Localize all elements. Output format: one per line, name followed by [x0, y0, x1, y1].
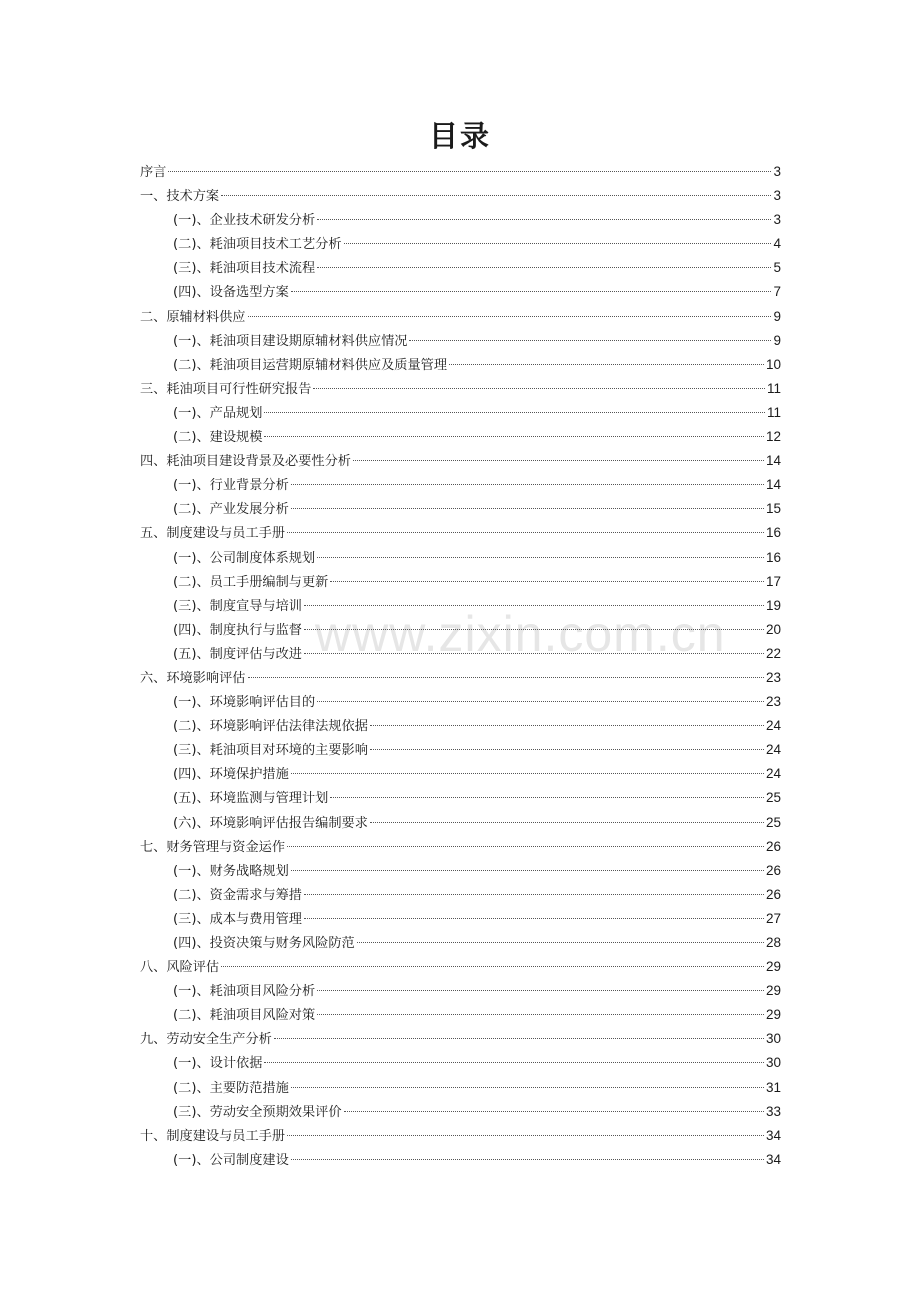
toc-subsection-entry[interactable]	[140, 401, 781, 425]
toc-dot-leader	[291, 773, 764, 774]
toc-dot-leader	[291, 1159, 764, 1160]
toc-section-entry[interactable]	[140, 377, 781, 401]
toc-subsection-entry[interactable]	[140, 883, 781, 907]
toc-page-number: 33	[765, 1103, 781, 1119]
toc-page-number: 20	[765, 621, 781, 637]
toc-entry-label: (二)、建设规模	[173, 430, 263, 446]
toc-subsection-entry[interactable]	[140, 353, 781, 377]
toc-subsection-entry[interactable]	[140, 931, 781, 955]
toc-page-number: 10	[765, 356, 781, 372]
toc-subsection-entry[interactable]	[140, 859, 781, 883]
toc-subsection-entry[interactable]	[140, 642, 781, 666]
toc-page-number: 28	[765, 935, 781, 950]
toc-subsection-entry[interactable]	[140, 714, 781, 738]
toc-subsection-entry[interactable]	[140, 786, 781, 810]
toc-dot-leader	[353, 460, 764, 461]
toc-dot-leader	[370, 749, 764, 750]
toc-section-entry[interactable]	[140, 1124, 781, 1148]
toc-subsection-entry[interactable]	[140, 762, 781, 786]
toc-page-number: 7	[773, 284, 781, 300]
toc-entry-label: 八、风险评估	[140, 960, 220, 976]
toc-page-number: 3	[773, 212, 781, 228]
toc-section-entry[interactable]	[140, 521, 781, 545]
toc-dot-leader	[287, 1135, 764, 1136]
toc-page-number: 11	[766, 404, 781, 420]
toc-page-number: 16	[765, 549, 781, 565]
toc-entry-label: 三、耗油项目可行性研究报告	[140, 381, 312, 397]
toc-subsection-entry[interactable]	[140, 473, 781, 497]
toc-dot-leader	[317, 267, 771, 268]
toc-subsection-entry[interactable]	[140, 232, 781, 256]
watermark: www.zixin.com.cn	[315, 606, 726, 662]
toc-section-entry[interactable]	[140, 449, 781, 473]
page-title: 目录	[428, 119, 491, 153]
toc-entry-label: (三)、成本与费用管理	[173, 911, 302, 927]
toc-page-number: 34	[765, 1127, 781, 1143]
toc-dot-leader	[168, 171, 771, 172]
toc-subsection-entry[interactable]	[140, 1148, 781, 1172]
toc-entry-label: (二)、耗油项目技术工艺分析	[173, 237, 342, 253]
toc-page-number: 9	[773, 332, 781, 348]
toc-page-number: 30	[765, 1055, 781, 1071]
toc-dot-leader	[291, 508, 764, 509]
toc-dot-leader	[248, 677, 764, 678]
toc-subsection-entry[interactable]	[140, 1100, 781, 1124]
toc-entry-label: (四)、设备选型方案	[173, 285, 289, 301]
toc-page-number: 12	[765, 429, 781, 445]
toc-entry-label: (一)、产品规划	[173, 405, 263, 421]
toc-dot-leader	[317, 1014, 764, 1015]
toc-entry-label: (一)、公司制度体系规划	[173, 550, 316, 566]
toc-entry-label: (一)、耗油项目建设期原辅材料供应情况	[173, 333, 408, 349]
toc-entry-label: 六、环境影响评估	[140, 670, 246, 686]
toc-entry-label: (四)、环境保护措施	[173, 767, 289, 783]
toc-entry-label: (一)、行业背景分析	[173, 478, 289, 494]
toc-page-number: 16	[765, 525, 781, 541]
toc-dot-leader	[357, 942, 764, 943]
toc-entry-label: (四)、制度执行与监督	[173, 622, 302, 638]
toc-dot-leader	[330, 581, 764, 582]
toc-entry-label: (一)、环境影响评估目的	[173, 695, 316, 711]
toc-section-entry[interactable]	[140, 160, 781, 184]
toc-page-number: 26	[765, 862, 781, 878]
toc-page-number: 27	[765, 910, 781, 926]
toc-entry-label: (五)、制度评估与改进	[173, 646, 302, 662]
toc-dot-leader	[317, 219, 771, 220]
toc-section-entry[interactable]	[140, 835, 781, 859]
toc-entry-label: 序言	[140, 165, 167, 180]
toc-dot-leader	[264, 436, 764, 437]
toc-dot-leader	[264, 1062, 764, 1063]
toc-subsection-entry[interactable]	[140, 1076, 781, 1100]
toc-dot-leader	[304, 653, 764, 654]
toc-entry-label: (二)、耗油项目风险对策	[173, 1008, 316, 1024]
toc-subsection-entry[interactable]	[140, 570, 781, 594]
toc-subsection-entry[interactable]	[140, 208, 781, 232]
toc-dot-leader	[291, 291, 772, 292]
toc-section-entry[interactable]	[140, 184, 781, 208]
toc-subsection-entry[interactable]	[140, 979, 781, 1003]
toc-dot-leader	[370, 822, 764, 823]
toc-dot-leader	[221, 195, 771, 196]
toc-entry-label: 四、耗油项目建设背景及必要性分析	[140, 454, 351, 470]
toc-dot-leader	[344, 1111, 764, 1112]
toc-page-number: 25	[765, 814, 781, 830]
toc-page-number: 24	[765, 718, 781, 734]
toc-page-number: 17	[765, 573, 781, 589]
toc-section-entry[interactable]	[140, 305, 781, 329]
toc-entry-label: 七、财务管理与资金运作	[140, 839, 286, 855]
toc-page-number: 29	[765, 959, 781, 975]
toc-dot-leader	[287, 532, 764, 533]
toc-subsection-entry[interactable]	[140, 329, 781, 353]
toc-page-number: 23	[765, 694, 781, 710]
toc-dot-leader	[304, 918, 764, 919]
toc-entry-label: (一)、财务战略规划	[173, 863, 289, 879]
toc-dot-leader	[264, 412, 765, 413]
toc-dot-leader	[317, 990, 764, 991]
toc-entry-label: (五)、环境监测与管理计划	[173, 791, 329, 807]
toc-page-number: 4	[773, 236, 781, 252]
toc-entry-label: 一、技术方案	[140, 189, 220, 205]
toc-entry-label: 五、制度建设与员工手册	[140, 526, 286, 542]
toc-subsection-entry[interactable]	[140, 1003, 781, 1027]
toc-dot-leader	[370, 725, 764, 726]
toc-dot-leader	[291, 1087, 764, 1088]
toc-subsection-entry[interactable]	[140, 738, 781, 762]
table-of-contents	[140, 160, 781, 1172]
toc-page-number: 31	[765, 1079, 781, 1095]
toc-page-number: 26	[765, 838, 781, 854]
toc-page-number: 24	[765, 742, 781, 758]
toc-entry-label: (一)、耗油项目风险分析	[173, 984, 316, 1000]
toc-dot-leader	[317, 557, 764, 558]
toc-section-entry[interactable]	[140, 1027, 781, 1051]
toc-entry-label: (二)、耗油项目运营期原辅材料供应及质量管理	[173, 357, 448, 373]
toc-subsection-entry[interactable]	[140, 1051, 781, 1075]
toc-entry-label: (一)、公司制度建设	[173, 1152, 289, 1168]
toc-subsection-entry[interactable]	[140, 256, 781, 280]
toc-dot-leader	[304, 894, 764, 895]
toc-dot-leader	[221, 966, 764, 967]
toc-page-number: 23	[765, 669, 781, 685]
toc-subsection-entry[interactable]	[140, 497, 781, 521]
toc-subsection-entry[interactable]	[140, 594, 781, 618]
toc-page-number: 19	[765, 597, 781, 613]
toc-entry-label: (六)、环境影响评估报告编制要求	[173, 815, 368, 831]
toc-section-entry[interactable]	[140, 666, 781, 690]
toc-page-number: 9	[773, 308, 781, 324]
toc-entry-label: (一)、设计依据	[173, 1056, 263, 1072]
toc-entry-label: 九、劳动安全生产分析	[140, 1032, 272, 1048]
toc-page-number: 5	[773, 260, 781, 276]
toc-page-number: 22	[765, 645, 781, 661]
toc-subsection-entry[interactable]	[140, 690, 781, 714]
toc-dot-leader	[409, 340, 771, 341]
toc-page-number: 14	[765, 453, 781, 469]
toc-dot-leader	[313, 388, 765, 389]
toc-dot-leader	[287, 846, 764, 847]
toc-entry-label: 二、原辅材料供应	[140, 309, 246, 325]
toc-page-number: 3	[773, 164, 781, 179]
toc-entry-label: (三)、耗油项目对环境的主要影响	[173, 743, 368, 759]
toc-subsection-entry[interactable]	[140, 546, 781, 570]
toc-page-number: 29	[765, 1007, 781, 1023]
toc-dot-leader	[449, 364, 764, 365]
toc-page-number: 26	[765, 886, 781, 902]
toc-subsection-entry[interactable]	[140, 618, 781, 642]
toc-entry-label: (一)、企业技术研发分析	[173, 213, 316, 229]
toc-entry-label: (二)、产业发展分析	[173, 502, 289, 518]
toc-dot-leader	[330, 797, 764, 798]
toc-entry-label: (二)、环境影响评估法律法规依据	[173, 719, 368, 735]
toc-subsection-entry[interactable]	[140, 280, 781, 304]
toc-entry-label: (二)、主要防范措施	[173, 1080, 289, 1096]
toc-dot-leader	[291, 870, 764, 871]
toc-entry-label: (二)、资金需求与筹措	[173, 887, 302, 903]
toc-entry-label: (三)、制度宣导与培训	[173, 598, 302, 614]
toc-dot-leader	[304, 605, 764, 606]
toc-dot-leader	[317, 701, 764, 702]
toc-entry-label: (四)、投资决策与财务风险防范	[173, 936, 355, 951]
toc-page-number: 15	[765, 501, 781, 517]
toc-page-number: 25	[765, 790, 781, 806]
toc-entry-label: (三)、耗油项目技术流程	[173, 261, 316, 277]
toc-dot-leader	[248, 316, 772, 317]
toc-page-number: 34	[765, 1151, 781, 1167]
toc-entry-label: 十、制度建设与员工手册	[140, 1128, 286, 1144]
toc-section-entry[interactable]	[140, 955, 781, 979]
toc-page-number: 11	[766, 380, 781, 396]
toc-page-number: 24	[765, 766, 781, 782]
toc-page-number: 3	[773, 188, 781, 204]
toc-dot-leader	[304, 629, 764, 630]
toc-page-number: 14	[765, 477, 781, 493]
toc-entry-label: (二)、员工手册编制与更新	[173, 574, 329, 590]
toc-subsection-entry[interactable]	[140, 425, 781, 449]
toc-page-number: 29	[765, 983, 781, 999]
toc-dot-leader	[291, 484, 764, 485]
toc-subsection-entry[interactable]	[140, 907, 781, 931]
toc-subsection-entry[interactable]	[140, 811, 781, 835]
toc-dot-leader	[274, 1038, 764, 1039]
toc-dot-leader	[344, 243, 772, 244]
toc-page-number: 30	[765, 1031, 781, 1047]
toc-entry-label: (三)、劳动安全预期效果评价	[173, 1104, 342, 1120]
